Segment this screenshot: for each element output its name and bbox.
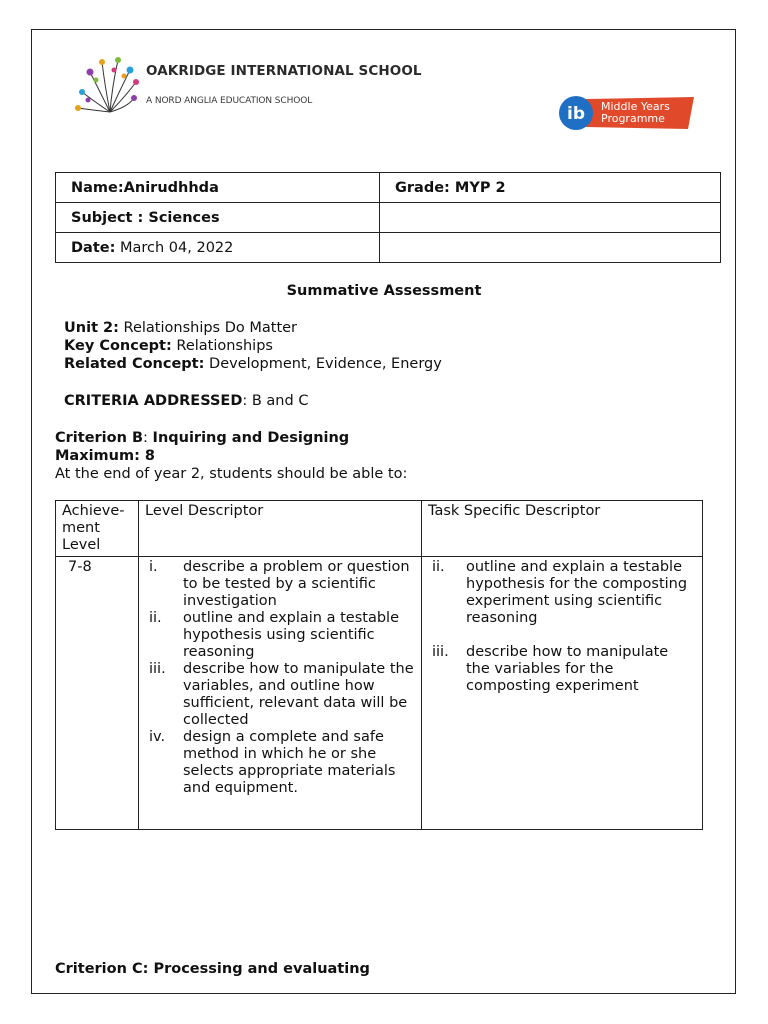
separator: :: [143, 430, 153, 446]
criterion-b-maximum: Maximum: 8: [55, 448, 156, 464]
task-descriptor-cell: [422, 557, 703, 830]
list-item: [145, 729, 415, 797]
list-number: iii.: [432, 644, 449, 660]
criterion-b-title: Inquiring and Designing: [152, 430, 350, 446]
subject-label: Subject : Sciences: [71, 209, 220, 226]
ib-letters: ib: [567, 104, 585, 124]
list-item: [428, 559, 696, 627]
rubric-table: [55, 500, 703, 830]
list-item: [428, 644, 696, 695]
table-row: [56, 557, 703, 830]
date-value: March 04, 2022: [115, 239, 234, 256]
related-concept-label: Related Concept:: [64, 356, 205, 372]
criteria-value: : B and C: [242, 393, 309, 409]
list-number: iii.: [149, 661, 166, 677]
level-value: 7-8: [68, 559, 92, 575]
list-text: outline and explain a testable hypothesis using scientific reasoning: [183, 610, 399, 660]
level-descriptor-list: [145, 559, 415, 797]
empty-cell: [380, 233, 721, 263]
criteria-addressed: [64, 392, 308, 410]
list-text: describe a problem or question to be tested by a scientific investigation: [183, 559, 410, 609]
table-row: [56, 501, 703, 557]
unit-value: Relationships Do Matter: [118, 320, 298, 336]
table-row: [56, 203, 721, 233]
table-row: [56, 233, 721, 263]
list-item: [145, 661, 415, 729]
name-value: Anirudhhda: [123, 179, 219, 196]
student-info-table: [55, 172, 721, 263]
list-number: ii.: [149, 610, 162, 626]
criterion-b-heading: [55, 429, 407, 483]
list-text: outline and explain a testable hypothesis for the composting experiment using scientific reasoning: [466, 559, 688, 626]
criteria-label: CRITERIA ADDRESSED: [64, 393, 243, 409]
related-concept-value: Development, Evidence, Energy: [204, 356, 442, 372]
list-number: ii.: [432, 559, 445, 575]
date-label: Date:: [71, 239, 116, 256]
criterion-b-label: Criterion B: [55, 430, 144, 446]
list-item: [145, 610, 415, 661]
grade-cell: [380, 173, 721, 203]
key-concept-value: Relationships: [171, 338, 273, 354]
list-spacer: [428, 627, 696, 644]
task-descriptor-list: [428, 559, 696, 695]
header-level-descriptor: Level Descriptor: [139, 501, 422, 557]
programme-line-2: Programme: [601, 111, 665, 125]
list-text: describe how to manipulate the variables for the composting experiment: [466, 644, 669, 694]
empty-cell: [380, 203, 721, 233]
unit-label: Unit 2:: [64, 320, 119, 336]
criterion-b-intro: At the end of year 2, students should be able to:: [55, 466, 408, 482]
unit-info: [64, 319, 442, 373]
name-cell: [56, 173, 380, 203]
page-title: Summative Assessment: [286, 283, 482, 299]
list-item: [145, 559, 415, 610]
header-achievement-level: Achieve-ment Level: [56, 501, 139, 557]
name-label: Name:: [71, 179, 124, 196]
list-number: i.: [149, 559, 158, 575]
list-text: design a complete and safe method in which he or she selects appropriate materials and equipment.: [183, 729, 396, 796]
level-cell: [56, 557, 139, 830]
key-concept-label: Key Concept:: [64, 338, 172, 354]
list-number: iv.: [149, 729, 166, 745]
subject-cell: [56, 203, 380, 233]
criterion-c-heading: Criterion C: Processing and evaluating: [55, 961, 370, 977]
header-task-descriptor: Task Specific Descriptor: [422, 501, 703, 557]
programme-label: [601, 101, 670, 124]
school-name: OAKRIDGE INTERNATIONAL SCHOOL: [146, 63, 422, 79]
level-descriptor-cell: [139, 557, 422, 830]
date-cell: [56, 233, 380, 263]
school-tagline: A NORD ANGLIA EDUCATION SCHOOL: [146, 96, 313, 106]
table-row: [56, 173, 721, 203]
grade-label: Grade: MYP 2: [395, 179, 506, 196]
list-text: describe how to manipulate the variables, and outline how sufficient, relevant data will be collected: [183, 661, 414, 728]
programme-line-1: Middle Years: [601, 100, 670, 113]
